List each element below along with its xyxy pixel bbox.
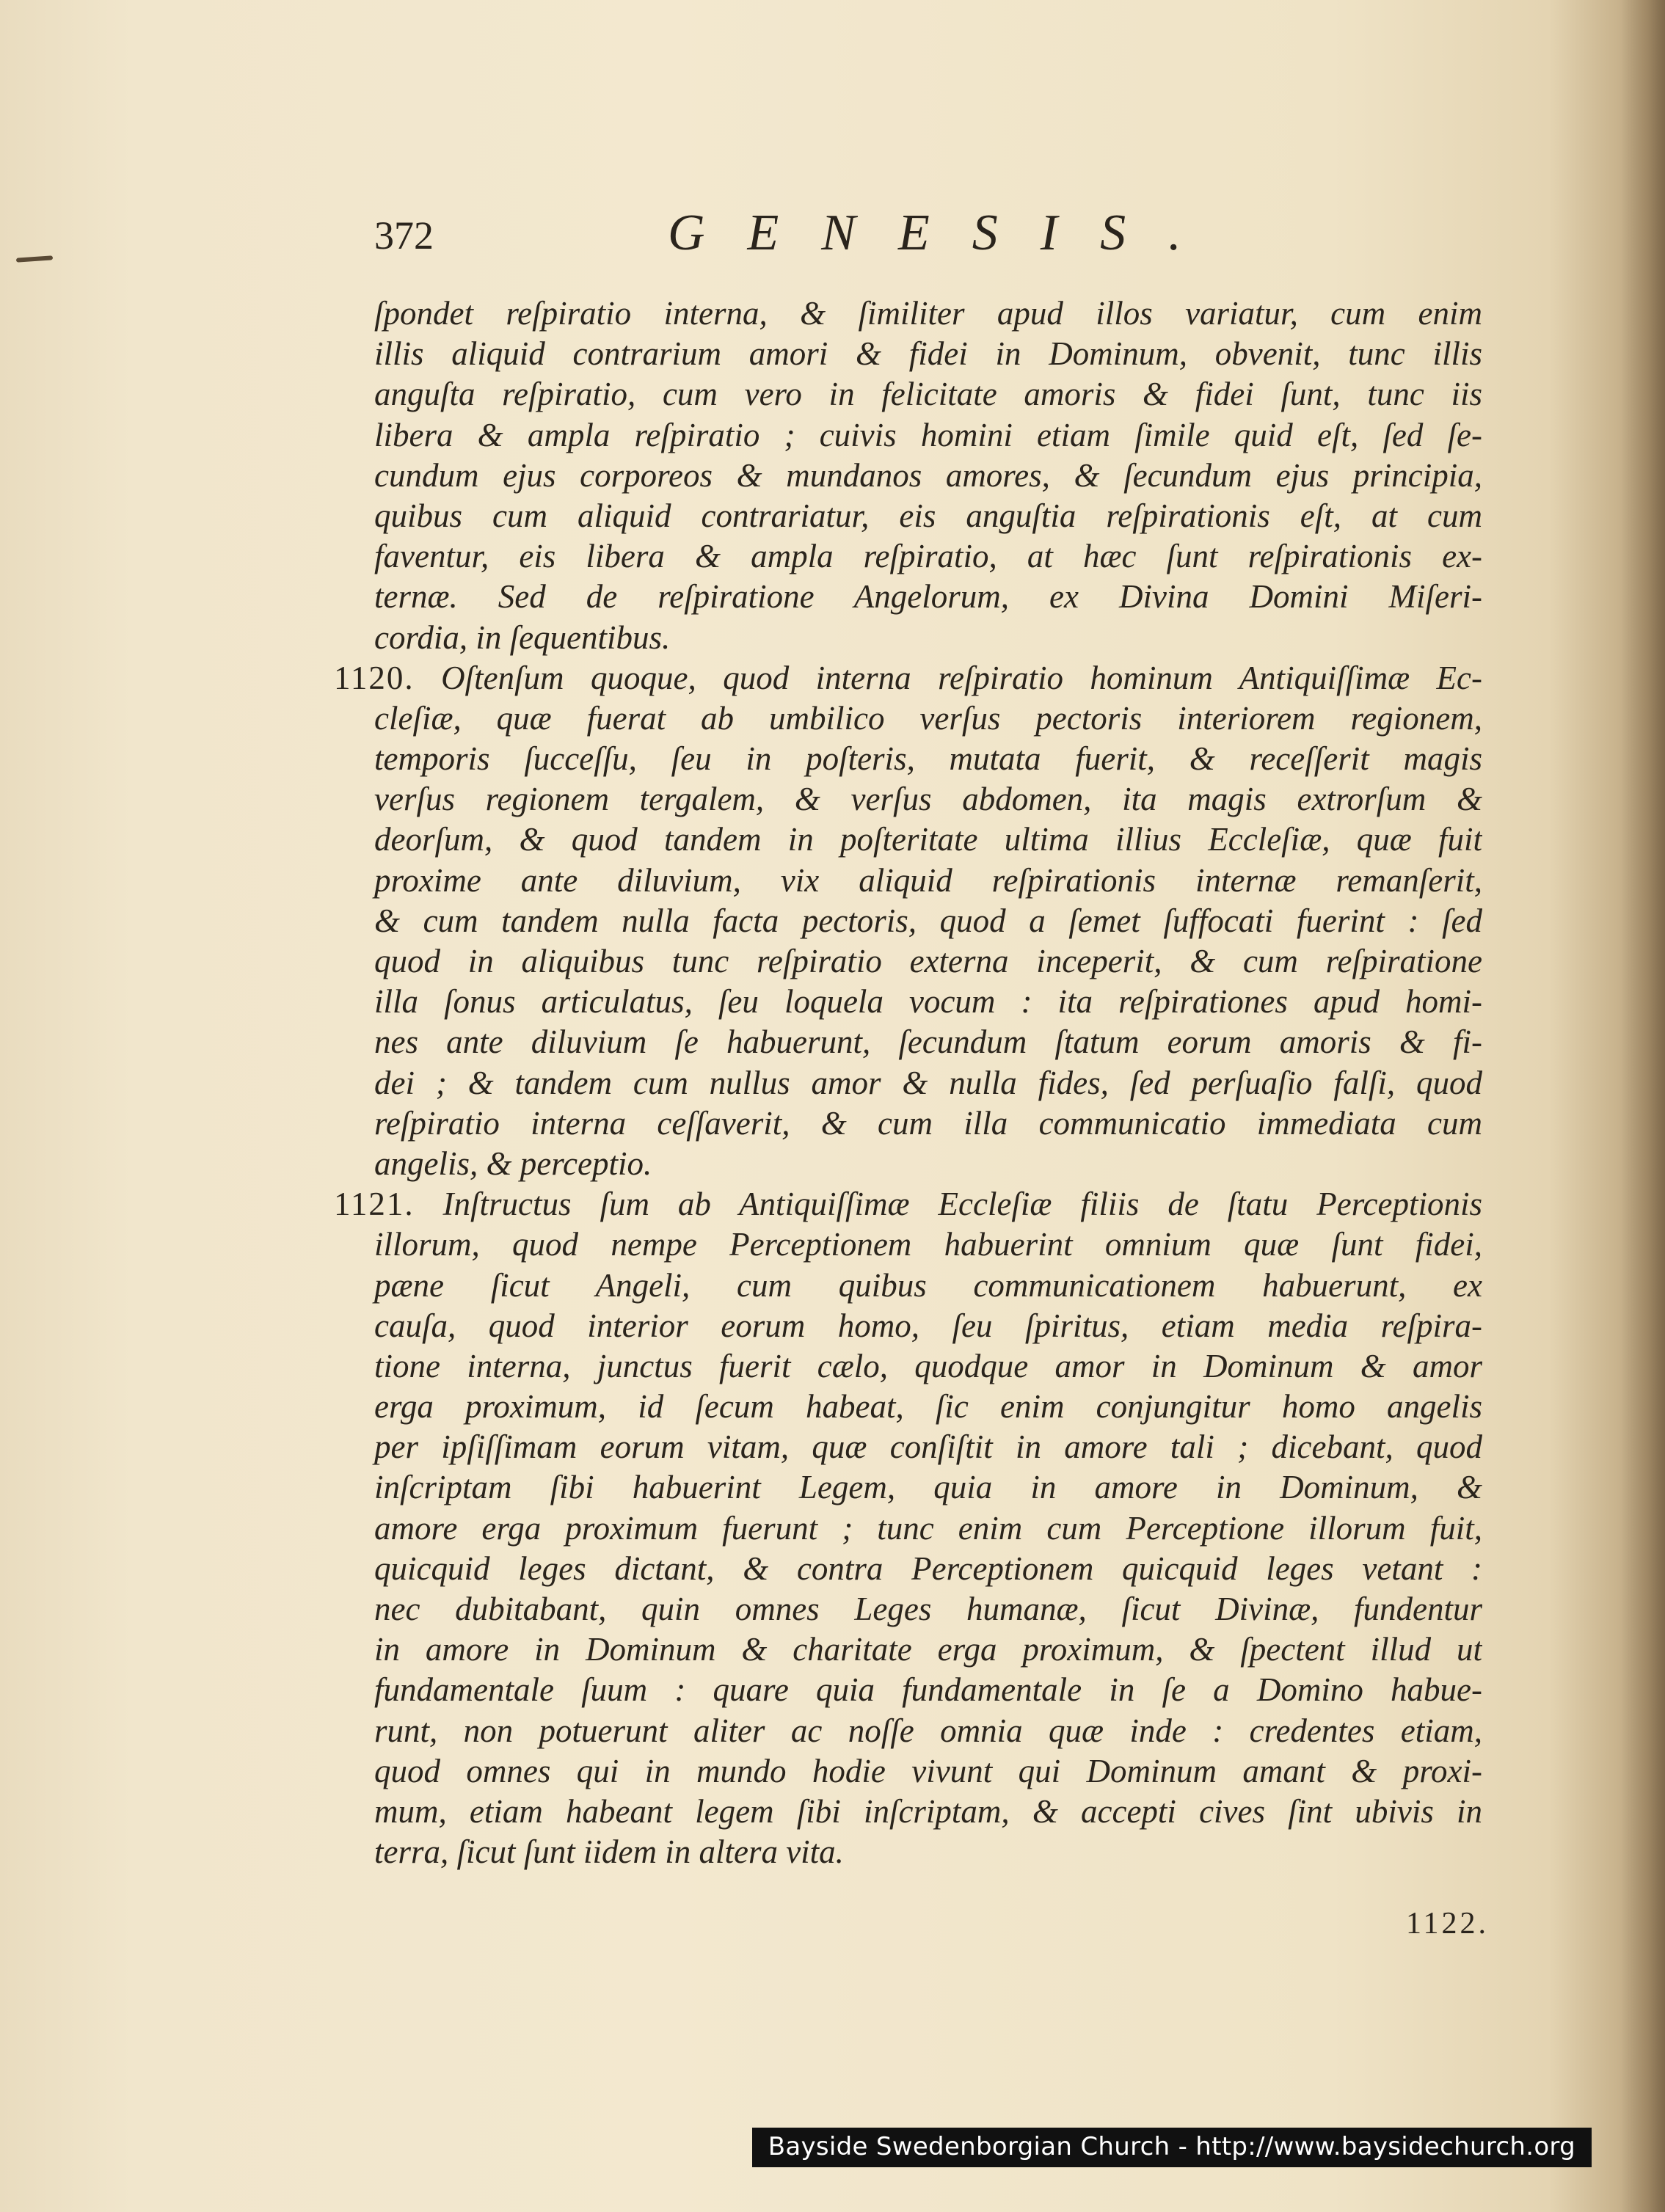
text-line (334, 698, 1482, 739)
line-text: amore erga proximum fuerunt ; tunc enim cum Perceptione illorum fuit, (374, 1509, 1482, 1547)
body-text (334, 293, 1482, 1872)
line-text: quod in aliquibus tunc reſpiratio externa inceperit, & cum reſpiratione (374, 943, 1482, 979)
text-line (334, 779, 1482, 820)
line-text: cauſa, quod interior eorum homo, ſeu ſpiritus, etiam media reſpira- (374, 1307, 1482, 1344)
line-text: quibus cum aliquid contrariatur, eis anguſtia reſpirationis eſt, at cum (374, 497, 1482, 534)
page-number: 372 (374, 213, 434, 258)
line-text: runt, non potuerunt aliter ac noſſe omnia quæ inde : credentes etiam, (374, 1712, 1482, 1749)
line-text: ſpondet reſpiratio interna, & ſimiliter apud illos variatur, cum enim (374, 295, 1482, 332)
text-line (334, 1022, 1482, 1062)
text-line (374, 536, 1482, 577)
credit-banner: Bayside Swedenborgian Church - http://www.baysidechurch.org (752, 2128, 1592, 2167)
running-title: GENESIS. (668, 205, 1224, 261)
line-text: anguſta reſpiratio, cum vero in felicitate amoris & fidei ſunt, tunc iis (374, 376, 1482, 413)
line-text: angelis, & perceptio. (374, 1145, 652, 1182)
text-line (334, 1063, 1482, 1103)
page-header (374, 204, 1460, 270)
page-edge-shadow (1621, 0, 1665, 2212)
line-text: terra, ſicut ſunt iidem in altera vita. (374, 1833, 844, 1871)
text-line (334, 1670, 1482, 1710)
text-line (334, 1711, 1482, 1751)
text-line (374, 496, 1482, 536)
text-line (334, 658, 1482, 698)
text-line (374, 374, 1482, 415)
text-line (334, 982, 1482, 1022)
paragraph-number: 1120. (334, 659, 415, 696)
line-text: Inſtructus ſum ab Antiquiſſimæ Eccleſiæ filiis de ſtatu Perceptionis (442, 1186, 1482, 1223)
text-line (334, 820, 1482, 860)
text-line (334, 1832, 1482, 1872)
line-text: faventur, eis libera & ampla reſpiratio, at hæc ſunt reſpirationis ex- (374, 538, 1482, 575)
text-line (334, 1224, 1482, 1265)
text-line (374, 293, 1482, 334)
text-line (334, 1266, 1482, 1306)
text-line (334, 1508, 1482, 1549)
text-line (334, 1387, 1482, 1427)
text-line (334, 1184, 1482, 1224)
line-text: inſcriptam ſibi habuerint Legem, quia in amore in Dominum, & (374, 1469, 1482, 1506)
paragraph (374, 293, 1482, 658)
text-line (334, 1144, 1482, 1184)
text-line (334, 1629, 1482, 1670)
line-text: verſus regionem tergalem, & verſus abdomen, ita magis extrorſum & (374, 781, 1482, 818)
line-text: temporis ſucceſſu, ſeu in poſteris, mutata fuerit, & receſſerit magis (374, 740, 1482, 778)
text-line (334, 1589, 1482, 1629)
text-line (374, 456, 1482, 496)
line-text: nes ante diluvium ſe habuerunt, ſecundum ſtatum eorum amoris & fi- (374, 1023, 1482, 1061)
line-text: illis aliquid contrarium amori & fidei in Dominum, obvenit, tunc illis (374, 335, 1482, 373)
text-line (334, 901, 1482, 941)
line-text: per ipſiſſimam eorum vitam, quæ conſiſtit in amore tali ; dicebant, quod (374, 1428, 1482, 1466)
line-text: quod omnes qui in mundo hodie vivunt qui Dominum amant & proxi- (374, 1752, 1482, 1789)
line-text: illa ſonus articulatus, ſeu loquela vocum : ita reſpirationes apud homi- (374, 983, 1482, 1021)
line-text: tione interna, junctus fuerit cælo, quodque amor in Dominum & amor (374, 1347, 1482, 1384)
line-text: dei ; & tandem cum nullus amor & nulla fides, ſed perſuaſio falſi, quod (374, 1064, 1482, 1101)
line-text: pæne ſicut Angeli, cum quibus communicationem habuerunt, ex (374, 1266, 1482, 1304)
line-text: cleſiæ, quæ fuerat ab umbilico verſus pectoris interiorem regionem, (374, 699, 1482, 737)
text-line (334, 1306, 1482, 1346)
line-text: cordia, in ſequentibus. (374, 618, 671, 656)
line-text: in amore in Dominum & charitate erga proximum, & ſpectent illud ut (374, 1631, 1482, 1668)
line-text: mum, etiam habeant legem ſibi inſcriptam, & accepti cives ſint ubivis in (374, 1792, 1482, 1830)
line-text: reſpiratio interna ceſſaverit, & cum illa communicatio immediata cum (374, 1104, 1482, 1142)
line-text: libera & ampla reſpiratio ; cuivis homini etiam ſimile quid eſt, ſed ſe- (374, 416, 1482, 453)
text-line (374, 577, 1482, 617)
text-line (334, 1792, 1482, 1832)
line-text: illorum, quod nempe Perceptionem habuerint omnium quæ ſunt fidei, (374, 1226, 1482, 1263)
text-line (334, 941, 1482, 982)
line-text: cundum ejus corporeos & mundanos amores, & ſecundum ejus principia, (374, 456, 1482, 494)
text-line (374, 415, 1482, 456)
text-line (334, 1751, 1482, 1792)
text-line (334, 1467, 1482, 1508)
line-text: fundamentale ſuum : quare quia fundamentale in ſe a Domino habue- (374, 1671, 1482, 1709)
line-text: nec dubitabant, quin omnes Leges humanæ, ſicut Divinæ, fundentur (374, 1591, 1482, 1627)
text-line (334, 739, 1482, 779)
catchword: 1122. (1406, 1907, 1489, 1941)
line-text: & cum tandem nulla facta pectoris, quod a ſemet ſuffocati fuerint : ſed (374, 902, 1482, 939)
text-line (334, 1427, 1482, 1467)
text-line (374, 618, 1482, 658)
line-text: Oſtenſum quoque, quod interna reſpiratio hominum Antiquiſſimæ Ec- (441, 659, 1482, 696)
paragraph-number: 1121. (334, 1186, 415, 1223)
text-line (334, 861, 1482, 901)
text-line (334, 1549, 1482, 1589)
paragraph (334, 1184, 1482, 1872)
line-text: proxime ante diluvium, vix aliquid reſpirationis internæ remanſerit, (374, 861, 1482, 899)
line-text: erga proximum, id ſecum habeat, ſic enim conjungitur homo angelis (374, 1388, 1482, 1426)
text-line (334, 1103, 1482, 1144)
line-text: deorſum, & quod tandem in poſteritate ultima illius Eccleſiæ, quæ fuit (374, 821, 1482, 858)
text-line (374, 334, 1482, 374)
line-text: ternæ. Sed de reſpiratione Angelorum, ex Divina Domini Miſeri- (374, 578, 1482, 616)
line-text: quicquid leges dictant, & contra Perceptionem quicquid leges vetant : (374, 1550, 1482, 1587)
text-line (334, 1346, 1482, 1387)
paragraph (334, 658, 1482, 1184)
